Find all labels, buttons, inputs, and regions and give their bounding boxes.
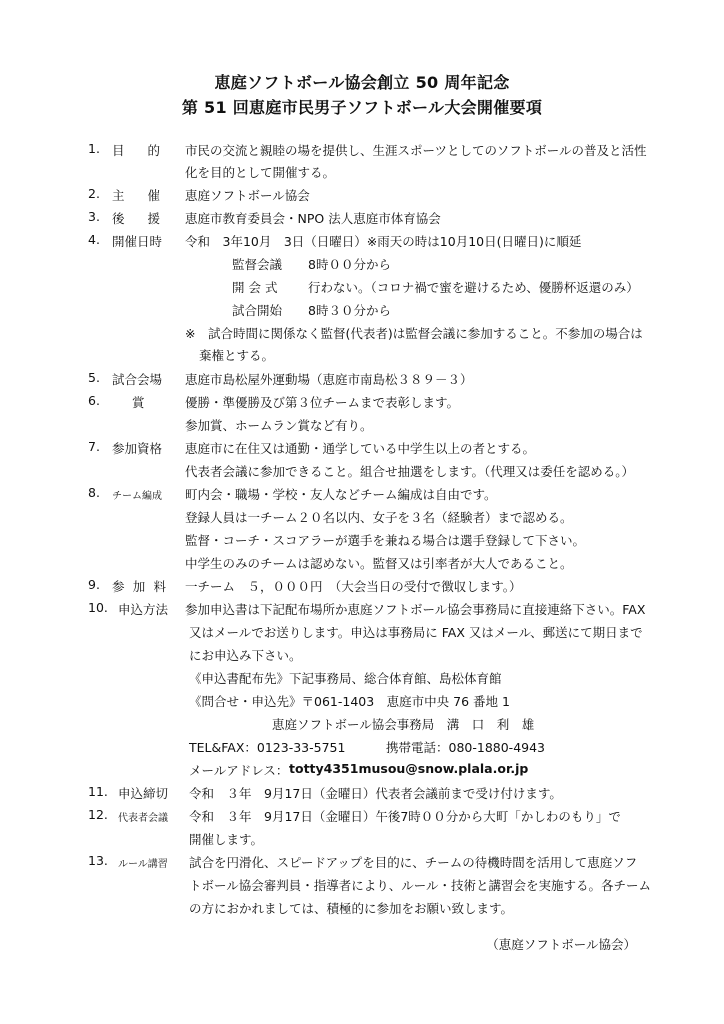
item-number: 9. [88, 577, 100, 592]
item-text: 令和 ３年 9月17日（金曜日）午後7時００分から大町「かしわのもり」で [189, 809, 621, 824]
item-text-cont: トボール協会審判員・指導者により、ルール・技術と講習会を実施する。各チーム [189, 878, 652, 893]
item-fee [0, 577, 724, 601]
item-text-cont: 開催します。 [189, 832, 264, 847]
item-label: 主 催 [112, 188, 160, 203]
contact-phone-row [0, 738, 724, 762]
mail-label: メールアドレス： [189, 763, 289, 778]
item-label: 代表者会議 [118, 813, 168, 824]
tel-fax: TEL&FAX：0123-33-5751 [189, 740, 346, 755]
item-label: 参 加 料 [112, 579, 166, 594]
item-label: 申込方法 [118, 602, 169, 617]
item-text-cont: 監督・コーチ・スコアラーが選手を兼ねる場合は選手登録して下さい。 [185, 533, 586, 548]
mail-address: totty4351musou@snow.plala.or.jp [289, 761, 529, 776]
item-number: 4. [88, 232, 100, 247]
item-rules-cont [0, 876, 724, 900]
note-text: ※ 試合時間に関係なく監督(代表者)は監督会議に参加すること。不参加の場合は [185, 326, 643, 341]
item-support [0, 209, 724, 233]
item-date [0, 232, 724, 256]
item-text: 令和 3年10月 3日（日曜日）※雨天の時は10月10日(日曜日)に順延 [185, 234, 582, 249]
note-text-cont: 棄権とする。 [199, 348, 275, 363]
item-text-cont: 参加賞、ホームラン賞など有り。 [185, 418, 373, 433]
office-name-row [0, 715, 724, 739]
item-number: 5. [88, 370, 100, 385]
schedule-label: 試合開始 [232, 303, 283, 318]
schedule-value: 行わない。（コロナ禍で蜜を避けるため、優勝杯返還のみ） [308, 280, 639, 295]
item-organizer [0, 186, 724, 210]
item-rules-cont [0, 899, 724, 923]
item-label: 目 的 [112, 143, 160, 158]
item-text: 優勝・準優勝及び第３位チームまで表彰します。 [185, 395, 460, 410]
date-note-cont [0, 346, 724, 370]
item-text-cont: にお申込み下さい。 [189, 648, 302, 663]
schedule-value: 8時３０分から [308, 303, 391, 318]
schedule-row [0, 278, 724, 302]
item-text-cont: 登録人員は一チーム２０名以内、女子を３名（経験者）まで認める。 [185, 510, 573, 525]
schedule-value: 8時００分から [308, 257, 391, 272]
item-deadline [0, 784, 724, 808]
item-team [0, 485, 724, 509]
item-eligibility-cont [0, 462, 724, 486]
contact-mail-row [0, 761, 724, 785]
item-text: 一チーム ５，０００円 （大会当日の受付で徴収します。） [185, 579, 522, 594]
item-label: 申込締切 [118, 786, 169, 801]
item-label: ルール講習 [118, 859, 168, 870]
item-text: 恵庭市教育委員会・NPO 法人恵庭市体育協会 [185, 211, 441, 226]
item-label: チーム編成 [112, 491, 162, 502]
item-number: 12. [88, 807, 108, 822]
item-purpose [0, 141, 724, 165]
item-text: 恵庭市に在住又は通勤・通学している中学生以上の者とする。 [185, 441, 536, 456]
item-text-cont: の方におかれましては、積極的に参加をお願い致します。 [189, 901, 514, 916]
item-application-cont [0, 623, 724, 647]
item-awards [0, 393, 724, 417]
item-eligibility [0, 439, 724, 463]
date-note [0, 324, 724, 348]
item-rep-meeting [0, 807, 724, 831]
schedule-row [0, 255, 724, 279]
item-number: 6. [88, 393, 100, 408]
item-number: 2. [88, 186, 100, 201]
item-application [0, 600, 724, 624]
item-rules [0, 853, 724, 877]
doc-title-line2: 第 51 回恵庭市民男子ソフトボール大会開催要項 [181, 98, 543, 117]
item-application-cont [0, 669, 724, 693]
item-text-cont: 《申込書配布先》下記事務局、総合体育館、島松体育館 [189, 671, 502, 686]
item-application-cont [0, 646, 724, 670]
schedule-row [0, 301, 724, 325]
item-label: 開催日時 [112, 234, 163, 249]
doc-title-line1: 恵庭ソフトボール協会創立 50 周年記念 [214, 73, 510, 92]
item-venue [0, 370, 724, 394]
mobile-phone: 携帯電話：080-1880-4943 [386, 740, 546, 755]
item-number: 1. [88, 141, 100, 156]
item-text: 令和 ３年 9月17日（金曜日）代表者会議前まで受け付けます。 [189, 786, 562, 801]
item-text-cont: 又はメールでお送りします。申込は事務局に FAX 又はメール、郵送にて期日まで [189, 625, 643, 640]
item-number: 7. [88, 439, 100, 454]
item-purpose-cont [0, 163, 724, 187]
item-label: 後 援 [112, 211, 160, 226]
item-text: 市民の交流と親睦の場を提供し、生涯スポーツとしてのソフトボールの普及と活性 [185, 143, 647, 158]
item-text-cont: 化を目的として開催する。 [185, 165, 336, 180]
item-text-cont: 中学生のみのチームは認めない。監督又は引率者が大人であること。 [185, 556, 573, 571]
item-application-cont [0, 692, 724, 716]
item-team-cont [0, 508, 724, 532]
item-text: 参加申込書は下記配布場所か恵庭ソフトボール協会事務局に直接連絡下さい。FAX [185, 602, 646, 617]
item-text-cont: 《問合せ・申込先》〒061-1403 恵庭市中央 76 番地 1 [189, 694, 510, 709]
item-number: 11. [88, 784, 108, 799]
item-number: 3. [88, 209, 100, 224]
item-text: 恵庭市島松屋外運動場（恵庭市南島松３８９－３） [185, 372, 473, 387]
item-text: 恵庭ソフトボール協会 [185, 188, 310, 203]
schedule-label: 監督会議 [232, 257, 283, 272]
item-number: 10. [88, 600, 108, 615]
item-number: 8. [88, 485, 100, 500]
footer-organization: （恵庭ソフトボール協会） [486, 937, 636, 952]
item-text: 試合を円滑化、スピードアップを目的に、チームの待機時間を活用して恵庭ソフ [189, 855, 638, 870]
item-team-cont [0, 531, 724, 555]
item-label: 参加資格 [112, 441, 163, 456]
item-team-cont [0, 554, 724, 578]
item-rep-meeting-cont [0, 830, 724, 854]
office-name: 恵庭ソフトボール協会事務局 溝 口 利 雄 [272, 717, 535, 732]
item-label: 賞 [132, 395, 145, 410]
item-text-cont: 代表者会議に参加できること。組合せ抽選をします。（代理又は委任を認める。） [185, 464, 635, 479]
item-text: 町内会・職場・学校・友人などチーム編成は自由です。 [185, 487, 497, 502]
item-awards-cont [0, 416, 724, 440]
schedule-label: 開 会 式 [232, 280, 278, 295]
item-label: 試合会場 [112, 372, 163, 387]
item-number: 13. [88, 853, 108, 868]
